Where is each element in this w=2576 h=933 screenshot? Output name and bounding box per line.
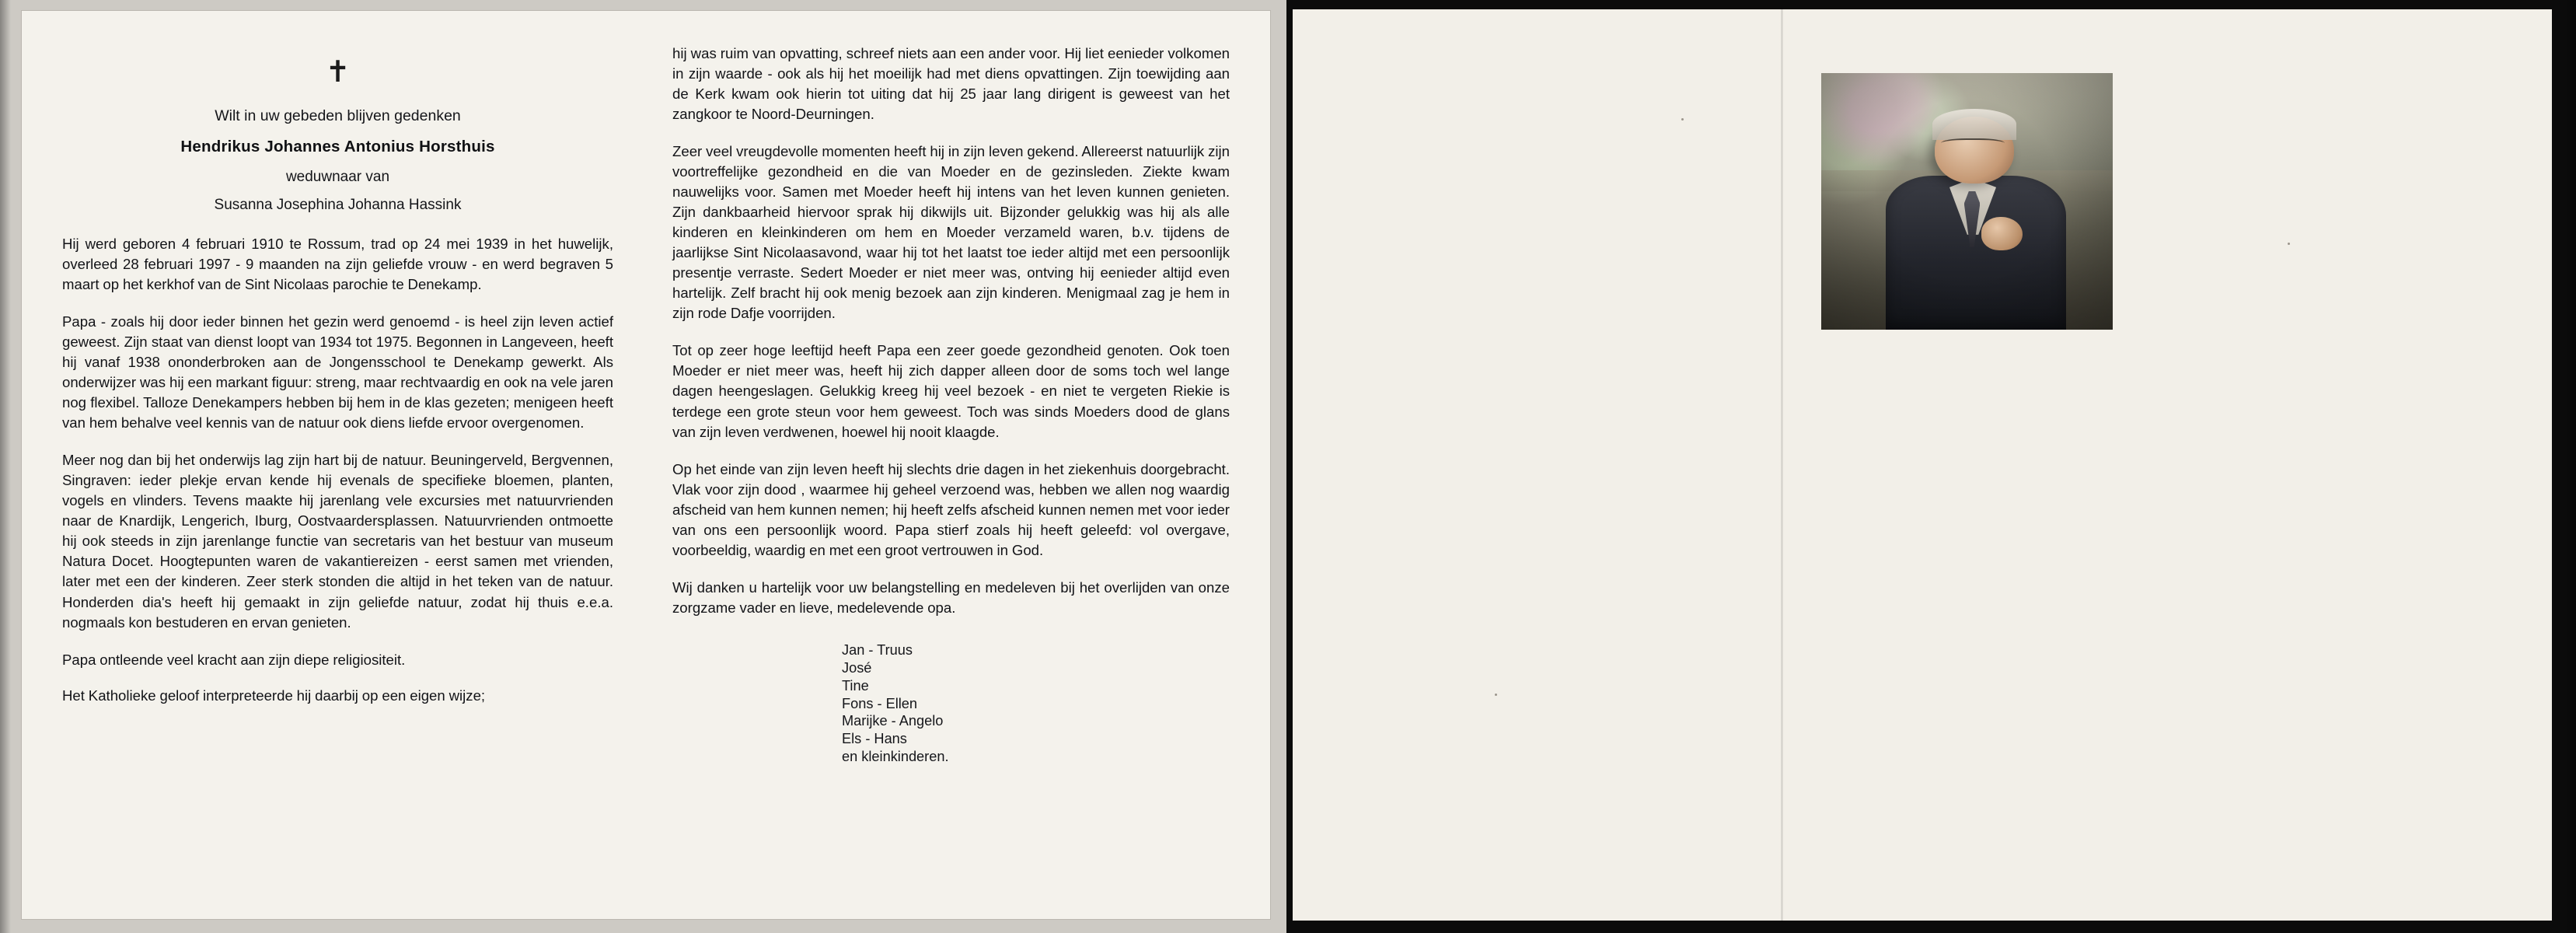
scan-edge-shadow-right <box>2565 0 2576 933</box>
page-fold-line <box>1781 9 1783 921</box>
paragraph: Meer nog dan bij het onderwijs lag zijn hart bij de natuur. Beuningerveld, Bergvennen, Singraven: ieder plekje ervan kende hij evenals de specifieke bloemen, planten, vogels en vlinders. Tevens maakte hij jarenlang vele excursies met natuurvrienden naar de Knardijk, Lengerich, Iburg, Oostvaardersplassen. Natuurvrienden ontmoette hij ook steeds in zijn jarenlange functie van secretaris van het bestuur van museum Natura Docet. Hoogtepunten waren de vakantiereizen - eerst samen met vrienden, later met een der kinderen. Zeer sterk stonden die altijd in het teken van de natuur. Honderden dia's heeft hij gemaakt in zijn geliefde natuur, zodat hij thuis e.e.a. nogmaals kon bestuderen en ervan genieten. <box>62 452 613 631</box>
paragraph: Wij danken u hartelijk voor uw belangstelling en medeleven bij het overlijden van onze zorgzame vader en lieve, medelevende opa. <box>672 578 1230 616</box>
portrait-photo <box>1821 73 2113 330</box>
paragraph: Papa ontleende veel kracht aan zijn diepe religiositeit. <box>62 651 406 668</box>
relation-label: weduwnaar van <box>285 169 390 185</box>
list-item: Fons - Ellen <box>842 695 918 711</box>
signature-list <box>842 641 1230 766</box>
photo-vignette <box>1821 73 2113 330</box>
paragraph: Papa - zoals hij door ieder binnen het gezin werd genoemd - is heel zijn leven actief geweest. Zijn staat van dienst loopt van 1934 tot 1975. Begonnen in Langeveen, heeft hij vanaf 1938 ononderbroken aan de Jongensschool te Denekamp gewerkt. Als onderwijzer was hij een markant figuur: streng, maar rechtvaardig en ook na vele jaren nog flexibel. Talloze Denekampers hebben bij hem in de klas gezeten; menigeen heeft van hem behalve veel kennis van de natuur ook diens liefde ervoor overgenomen. <box>62 313 613 432</box>
paper-speck <box>1495 694 1497 696</box>
paragraph: Zeer veel vreugdevolle momenten heeft hij in zijn leven gekend. Allereerst natuurlijk zijn voortreffelijke gezondheid en die van Moeder en de gezinsleden. Ziekte kwam nauwelijks voor. Samen met Moeder heeft hij intens van het leven kunnen genieten. Zijn dankbaarheid hiervoor sprak hij dikwijls uit. Bijzonder gelukkig was hij als alle kinderen en kleinkinderen om hem en Moeder verzameld waren, b.v. tijdens de jaarlijkse Sint Nicolaasavond, waar hij tot het laatst toe ieder altijd met een persoonlijk presentje verraste. Sedert Moeder er niet meer was, ontving hij eenieder altijd even hartelijk. Zelf bracht hij ook menig bezoek aan zijn kinderen. Menigmaal zag je hem in zijn rode Dafje voorrijden. <box>672 143 1230 322</box>
paper-speck <box>2288 243 2290 245</box>
left-leaf <box>0 0 1286 933</box>
spouse-name: Susanna Josephina Johanna Hassink <box>214 197 462 213</box>
paragraph: Het Katholieke geloof interpreteerde hij daarbij op een eigen wijze; <box>62 687 486 704</box>
portrait-photo-image <box>1821 73 2113 330</box>
photo-page <box>1293 9 2552 921</box>
list-item: Marijke - Angelo <box>842 713 944 729</box>
paper-speck <box>1681 118 1684 121</box>
list-item: Tine <box>842 677 869 694</box>
text-column-left <box>22 11 646 919</box>
memorial-lead-text: Wilt in uw gebeden blijven gedenken <box>215 107 461 124</box>
cross-icon: ✝ <box>325 56 351 89</box>
paragraph: Op het einde van zijn leven heeft hij slechts drie dagen in het ziekenhuis doorgebracht. Vlak voor zijn dood , waarmee hij geheel verzoend was, hebben we allen nog waardig afscheid van hem kunnen nemen; hij heeft zelfs afscheid kunnen nemen met voor ieder van ons een persoonlijk woord. Papa stierf zoals hij heeft geleefd: vol overgave, voorbeeldig, waardig en met een groot vertrouwen in God. <box>672 460 1230 558</box>
text-card <box>22 11 1270 919</box>
list-item: en kleinkinderen. <box>842 749 949 765</box>
deceased-name: Hendrikus Johannes Antonius Horsthuis <box>180 138 495 156</box>
paragraph: Hij werd geboren 4 februari 1910 te Rossum, trad op 24 mei 1939 in het huwelijk, overleed 28 februari 1997 - 9 maanden na zijn geliefde vrouw - en werd begraven 5 maart op het kerkhof van de Sint Nicolaas parochie te Denekamp. <box>62 236 613 293</box>
list-item: José <box>842 659 872 676</box>
list-item: Els - Hans <box>842 731 907 747</box>
list-item: Jan - Truus <box>842 641 913 658</box>
paragraph: hij was ruim van opvatting, schreef niets aan een ander voor. Hij liet eenieder volkomen in zijn waarde - ook als hij het moeilijk had met diens opvattingen. Zijn toewijding aan de Kerk kwam ook hierin tot uiting dat hij 25 jaar lang dirigent is geweest van het zangkoor te Noord-Deurningen. <box>672 45 1230 123</box>
paragraph: Tot op zeer hoge leeftijd heeft Papa een zeer goede gezondheid genoten. Ook toen Moeder er niet meer was, heeft hij zich dapper alleen door de soms toch wel lange dagen heengeslagen. Gelukkig kreeg hij veel bezoek - en niet te vergeten Riekie is terdege een grote steun voor hem geweest. Toch was sinds Moeders dood de glans van zijn leven verdwenen, hoewel hij nooit klaagde. <box>672 342 1230 440</box>
right-leaf <box>1286 0 2576 933</box>
scan-edge-shadow-left <box>0 0 11 933</box>
text-column-right <box>646 11 1270 919</box>
